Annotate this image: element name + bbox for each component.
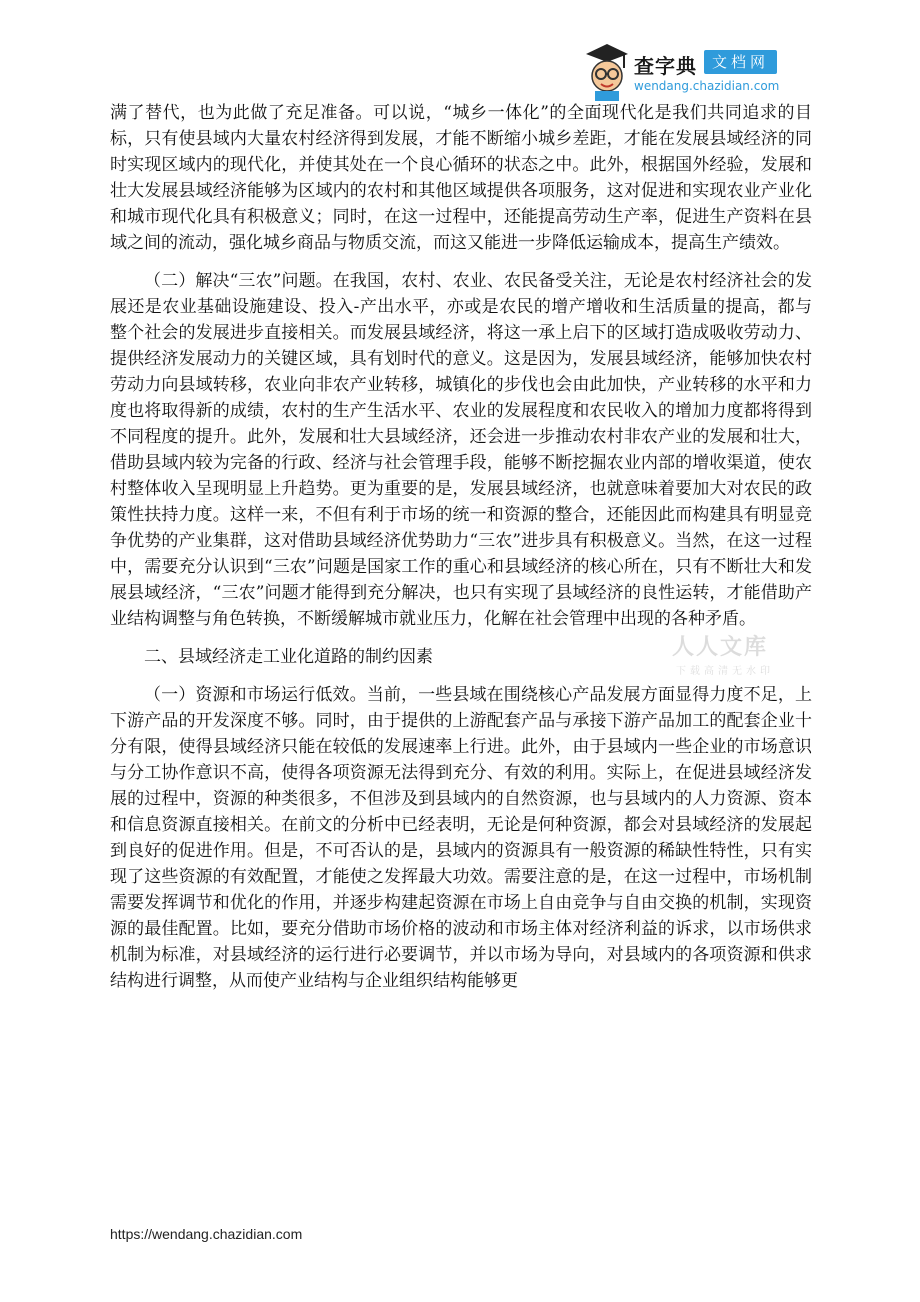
paragraph-sannong: （二）解决“三农”问题。在我国，农村、农业、农民备受关注，无论是农村经济社会的发展还是农业基础设施建设、投入-产出水平，亦或是农民的增产增收和生活质量的提高，都与整个社会的发展进步直接相关。而发展县域经济，将这一承上启下的区域打造成吸收劳动力、提供经济发展动力的关键区域，具有划时代的意义。这是因为，发展县域经济，能够加快农村劳动力向县域转移，农业向非农产业转移，城镇化的步伐也会由此加快，产业转移的水平和力度也将取得新的成绩，农村的生产生活水平、农业的发展程度和农民收入的增加力度都将得到不同程度的提升。此外，发展和壮大县域经济，还会进一步推动农村非农产业的发展和壮大，借助县域内较为完备的行政、经济与社会管理手段，能够不断挖掘农业内部的增收渠道，使农村整体收入呈现明显上升趋势。更为重要的是，发展县域经济，也就意味着要加大对农民的政策性扶持力度。这样一来，不但有利于市场的统一和资源的整合，还能因此而构建具有明显竞争优势的产业集群，这对借助县域经济优势助力“三农”进步具有积极意义。当然，在这一过程中，需要充分认识到“三农”问题是国家工作的重心和县域经济的核心所在，只有不断壮大和发展县域经济，“三农”问题才能得到充分解决，也只有实现了县域经济的良性运转，才能借助产业结构调整与角色转换，不断缓解城市就业压力，化解在社会管理中出现的各种矛盾。 <box>110 271 812 629</box>
logo-title: 查字典 <box>634 54 697 78</box>
section-heading: 二、县域经济走工业化道路的制约因素 <box>144 647 433 667</box>
watermark-sub-text: 下载高清无水印 <box>676 666 774 677</box>
watermark-main-text: 人人文库 <box>672 635 769 660</box>
document-body <box>110 100 812 994</box>
footer-url-link[interactable]: https://wendang.chazidian.com <box>110 1226 303 1242</box>
paragraph-continued: 满了替代，也为此做了充足准备。可以说，“城乡一体化”的全面现代化是我们共同追求的目标，只有使县域内大量农村经济得到发展，才能不断缩小城乡差距，才能在发展县域经济的同时实现区域内的现代化，并使其处在一个良心循环的状态之中。此外，根据国外经验，发展和壮大发展县域经济能够为区域内的农村和其他区域提供各项服务，这对促进和实现农业产业化和城市现代化具有积极意义；同时，在这一过程中，还能提高劳动生产率，促进生产资料在县域之间的流动，强化城乡商品与物质交流，而这又能进一步降低运输成本，提高生产绩效。 <box>110 103 812 253</box>
logo-badge: 文档网 <box>704 50 777 74</box>
scholar-mascot-icon <box>584 42 630 102</box>
paragraph-resources: （一）资源和市场运行低效。当前，一些县域在围绕核心产品发展方面显得力度不足，上下游产品的开发深度不够。同时，由于提供的上游配套产品与承接下游产品加工的配套企业十分有限，使得县域经济只能在较低的发展速率上行进。此外，由于县域内一些企业的市场意识与分工协作意识不高，使得各项资源无法得到充分、有效的利用。实际上，在促进县域经济发展的过程中，资源的种类很多，不但涉及到县域内的自然资源，也与县域内的人力资源、资本和信息资源直接相关。在前文的分析中已经表明，无论是何种资源，都会对县域经济的发展起到良好的促进作用。但是，不可否认的是，县域内的资源具有一般资源的稀缺性特性，只有实现了这些资源的有效配置，才能使之发挥最大功效。需要注意的是，在这一过程中，市场机制需要发挥调节和优化的作用，并逐步构建起资源在市场上自由竞争与自由交换的机制，实现资源的最佳配置。比如，要充分借助市场价格的波动和市场主体对经济利益的诉求，以市场供求机制为标准，对县域经济的运行进行必要调节，并以市场为导向，对县域内的各项资源和供求结构进行调整，从而使产业结构与企业组织结构能够更 <box>110 685 812 991</box>
watermark <box>672 630 792 690</box>
logo-url: wendang.chazidian.com <box>634 79 780 93</box>
